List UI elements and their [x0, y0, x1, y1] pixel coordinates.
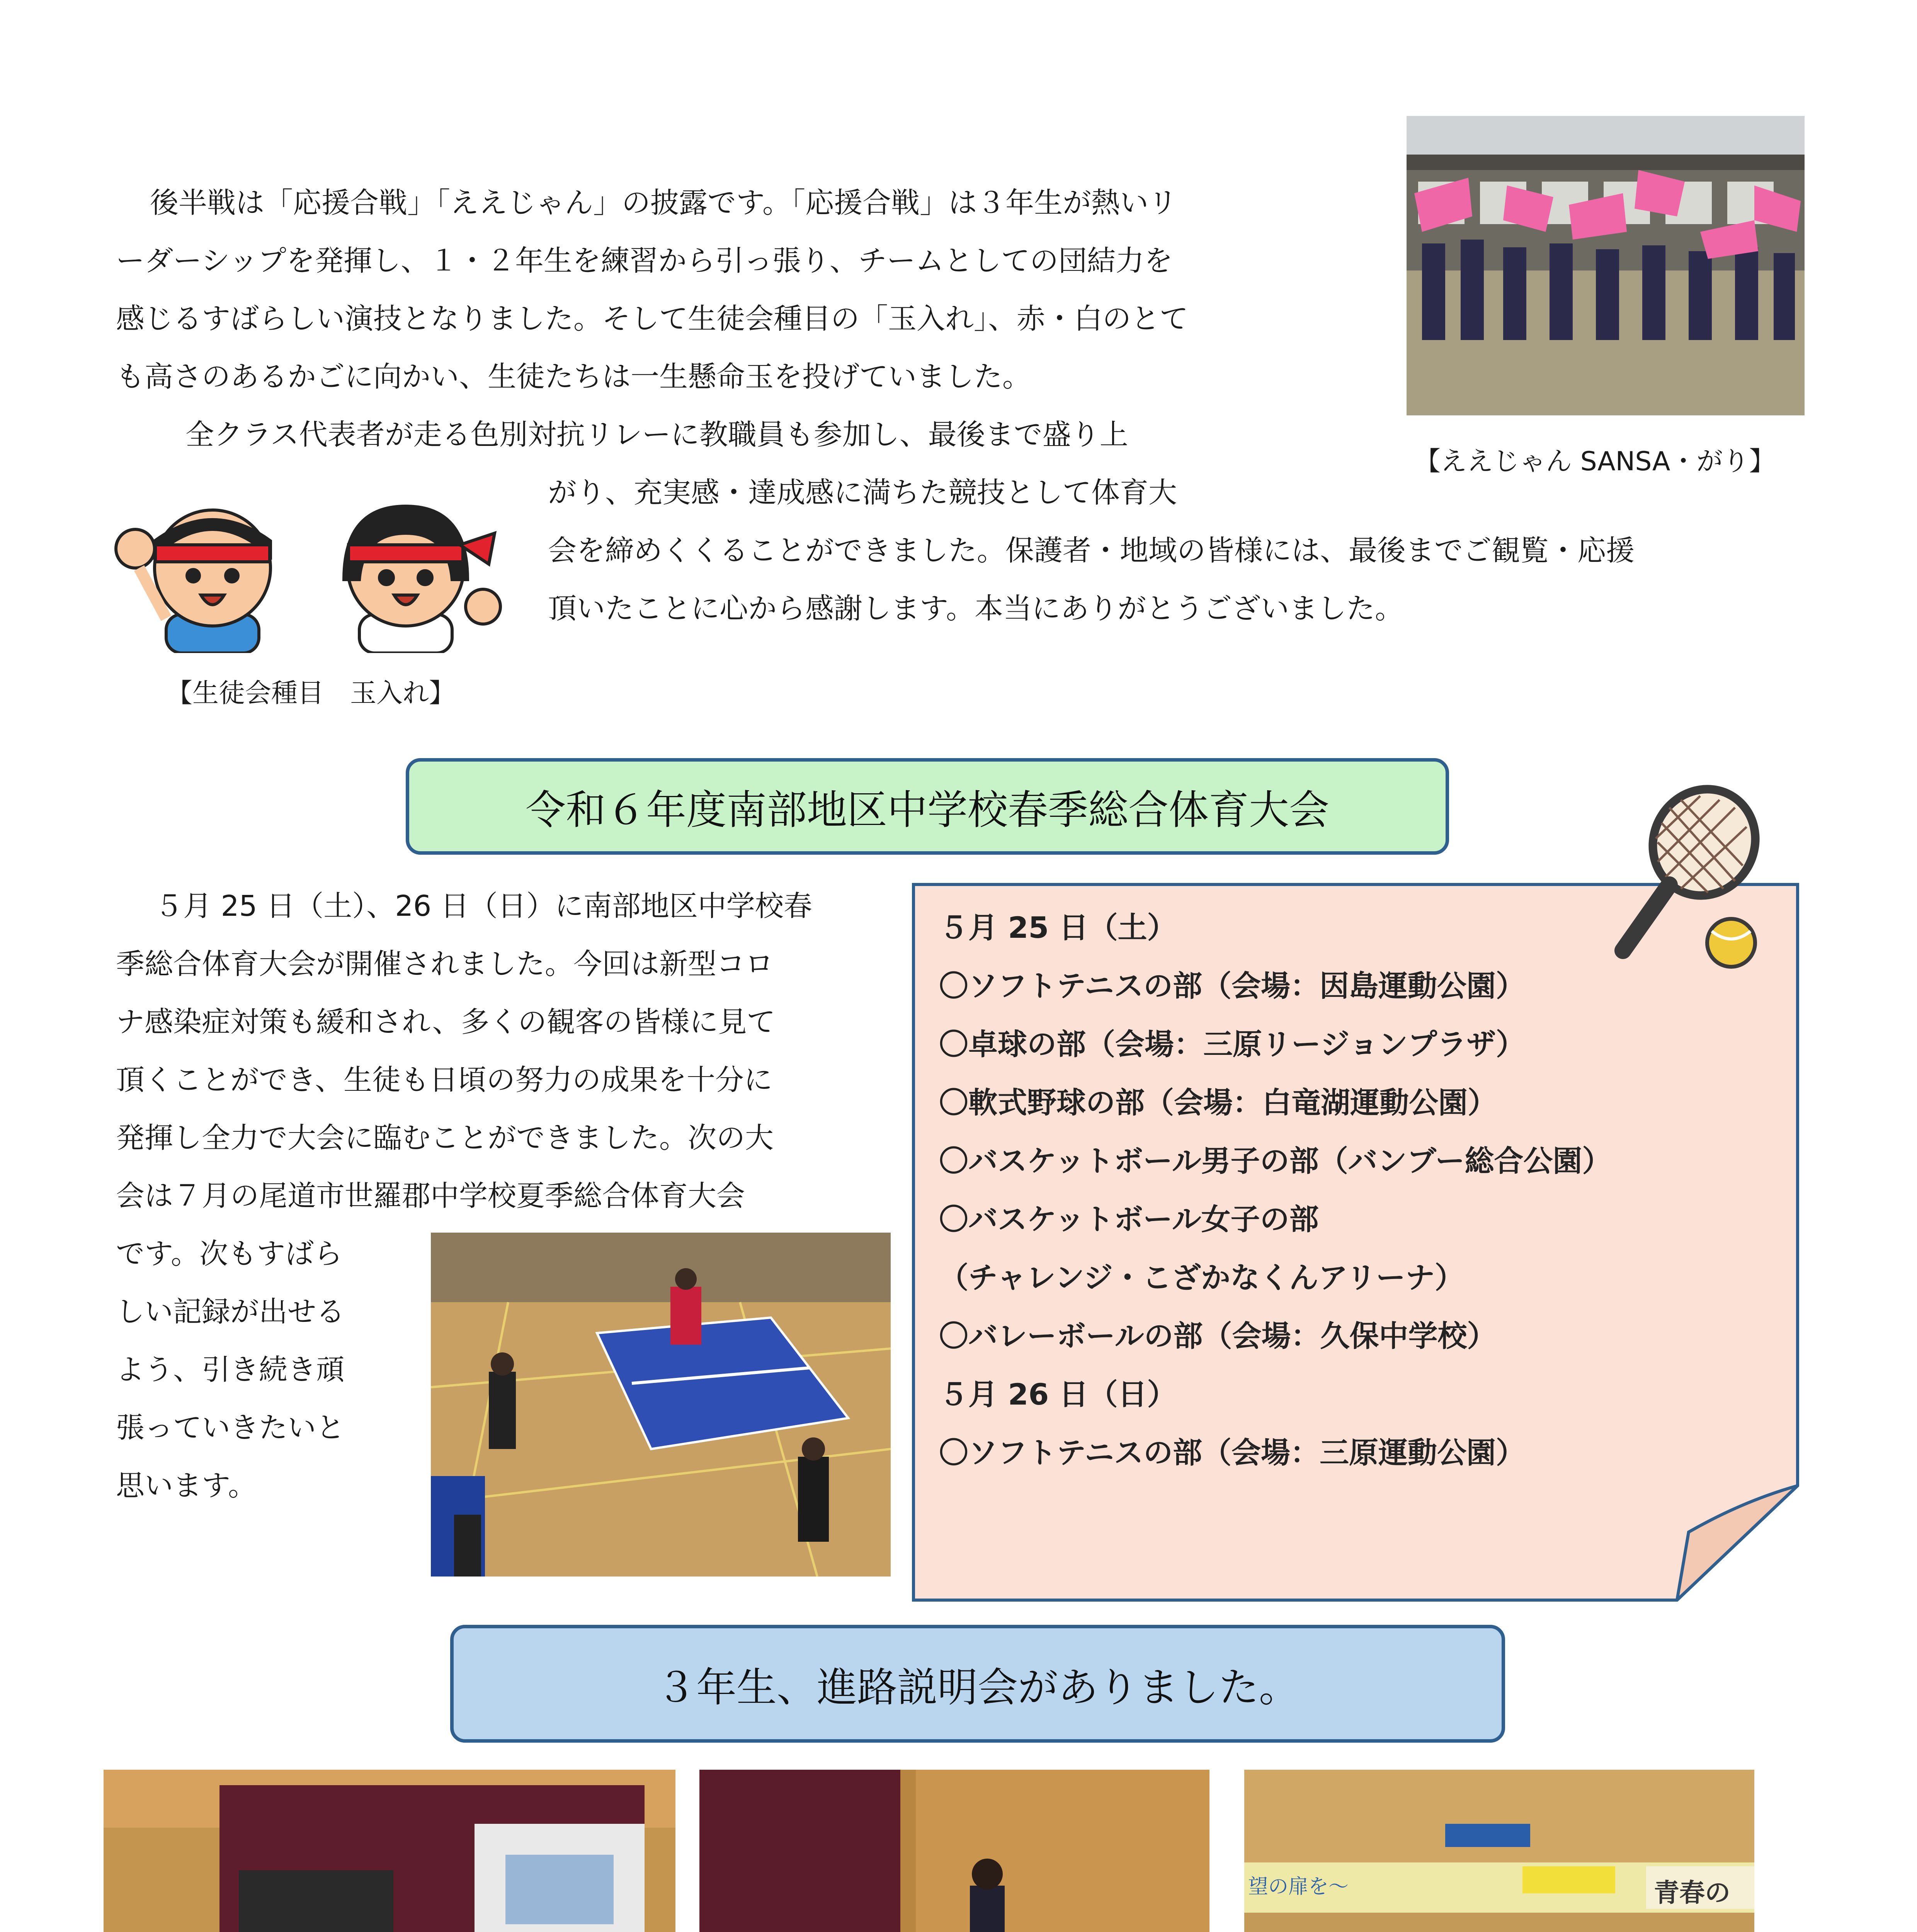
dance-photo-image — [1407, 116, 1805, 415]
text-line: しい記録が出せる — [116, 1295, 345, 1328]
section3-title-banner — [450, 1625, 1505, 1743]
text-line: ーダーシップを発揮し、１・２年生を練習から引っ張り、チームとしての団結力を — [116, 244, 1173, 277]
illustration-caption: 【生徒会種目 玉入れ】 — [166, 678, 456, 709]
schedule-item: 〇バレーボールの部（会場：久保中学校） — [939, 1319, 1497, 1353]
table-tennis-image — [431, 1233, 891, 1577]
tennis-racket-illustration — [1607, 784, 1762, 978]
info-session-photo-2 — [699, 1770, 1209, 1932]
text-line: 全クラス代表者が走る色別対抗リレーに教職員も参加し、最後まで盛り上 — [185, 418, 1128, 451]
schedule-item: 〇ソフトテニスの部（会場：因島運動公園） — [939, 969, 1525, 1003]
text-line: 頂くことができ、生徒も日頃の努力の成果を十分に — [116, 1063, 773, 1097]
info-session-photo-1 — [104, 1770, 675, 1932]
schedule-item: 〇卓球の部（会場：三原リージョンプラザ） — [939, 1027, 1525, 1061]
schedule-item: 〇バスケットボール女子の部 — [939, 1202, 1319, 1236]
text-line: です。次もすばら — [116, 1237, 343, 1270]
text-line: 会は７月の尾道市世羅郡中学校夏季総合体育大会 — [116, 1179, 745, 1213]
text-line: も高さのあるかごに向かい、生徒たちは一生懸命玉を投げていました。 — [116, 360, 1031, 393]
text-line: 後半戦は「応援合戦」「ええじゃん」の披露です。「応援合戦」は３年生が熱いリ — [150, 186, 1177, 219]
info-session-image-1 — [104, 1770, 675, 1932]
schedule-item: 〇軟式野球の部（会場：白竜湖運動公園） — [939, 1085, 1497, 1120]
gym-banner-text-right: 青春の — [1654, 1878, 1730, 1908]
section2-title: 令和６年度南部地区中学校春季総合体育大会 — [525, 786, 1329, 833]
section2-title-banner — [406, 758, 1449, 855]
text-line: 季総合体育大会が開催されました。今回は新型コロ — [116, 947, 774, 981]
tennis-racket-icon — [1607, 784, 1762, 978]
text-line: がり、充実感・達成感に満ちた競技として体育大 — [548, 476, 1177, 509]
schedule-note — [912, 883, 1801, 1602]
section1-paragraph — [116, 174, 1188, 464]
schedule-item: 〇ソフトテニスの部（会場：三原運動公園） — [939, 1435, 1525, 1470]
kids-illustration — [112, 491, 522, 653]
text-line: ナ感染症対策も緩和され、多くの観客の皆様に見て — [116, 1005, 776, 1039]
schedule-list — [939, 898, 1611, 1482]
text-line: 感じるすばらしい演技となりました。そして生徒会種目の「玉入れ」、赤・白のとて — [116, 302, 1188, 335]
text-line: 発揮し全力で大会に臨むことができました。次の大 — [116, 1121, 774, 1155]
text-line: 頂いたことに心から感謝します。本当にありがとうございました。 — [548, 592, 1404, 625]
text-line: 思います。 — [116, 1469, 257, 1502]
gym-banner-text-left: 望の扉を～ — [1248, 1875, 1349, 1898]
schedule-item: （チャレンジ・こざかなくんアリーナ） — [939, 1260, 1464, 1295]
text-line: 会を締めくくることができました。保護者・地域の皆様には、最後までご観覧・応援 — [548, 534, 1635, 567]
text-line: ５月 25 日（土）、26 日（日）に南部地区中学校春 — [155, 889, 812, 923]
dance-photo-caption: 【ええじゃん SANSA・がり】 — [1414, 446, 1776, 477]
info-session-photo-3 — [1244, 1770, 1754, 1932]
section3-title: ３年生、進路説明会がありました。 — [656, 1663, 1299, 1711]
text-line: よう、引き続き頑 — [116, 1353, 345, 1386]
info-session-image-2 — [699, 1770, 1209, 1932]
kids-cheering-icon — [112, 491, 522, 653]
schedule-item: 〇バスケットボール男子の部（バンブー総合公園） — [939, 1144, 1612, 1178]
schedule-date: ５月 26 日（日） — [939, 1377, 1177, 1412]
schedule-date: ５月 25 日（土） — [939, 910, 1177, 945]
text-line: 張っていきたいと — [116, 1411, 345, 1444]
dance-photo — [1407, 116, 1805, 415]
table-tennis-photo — [431, 1233, 891, 1577]
